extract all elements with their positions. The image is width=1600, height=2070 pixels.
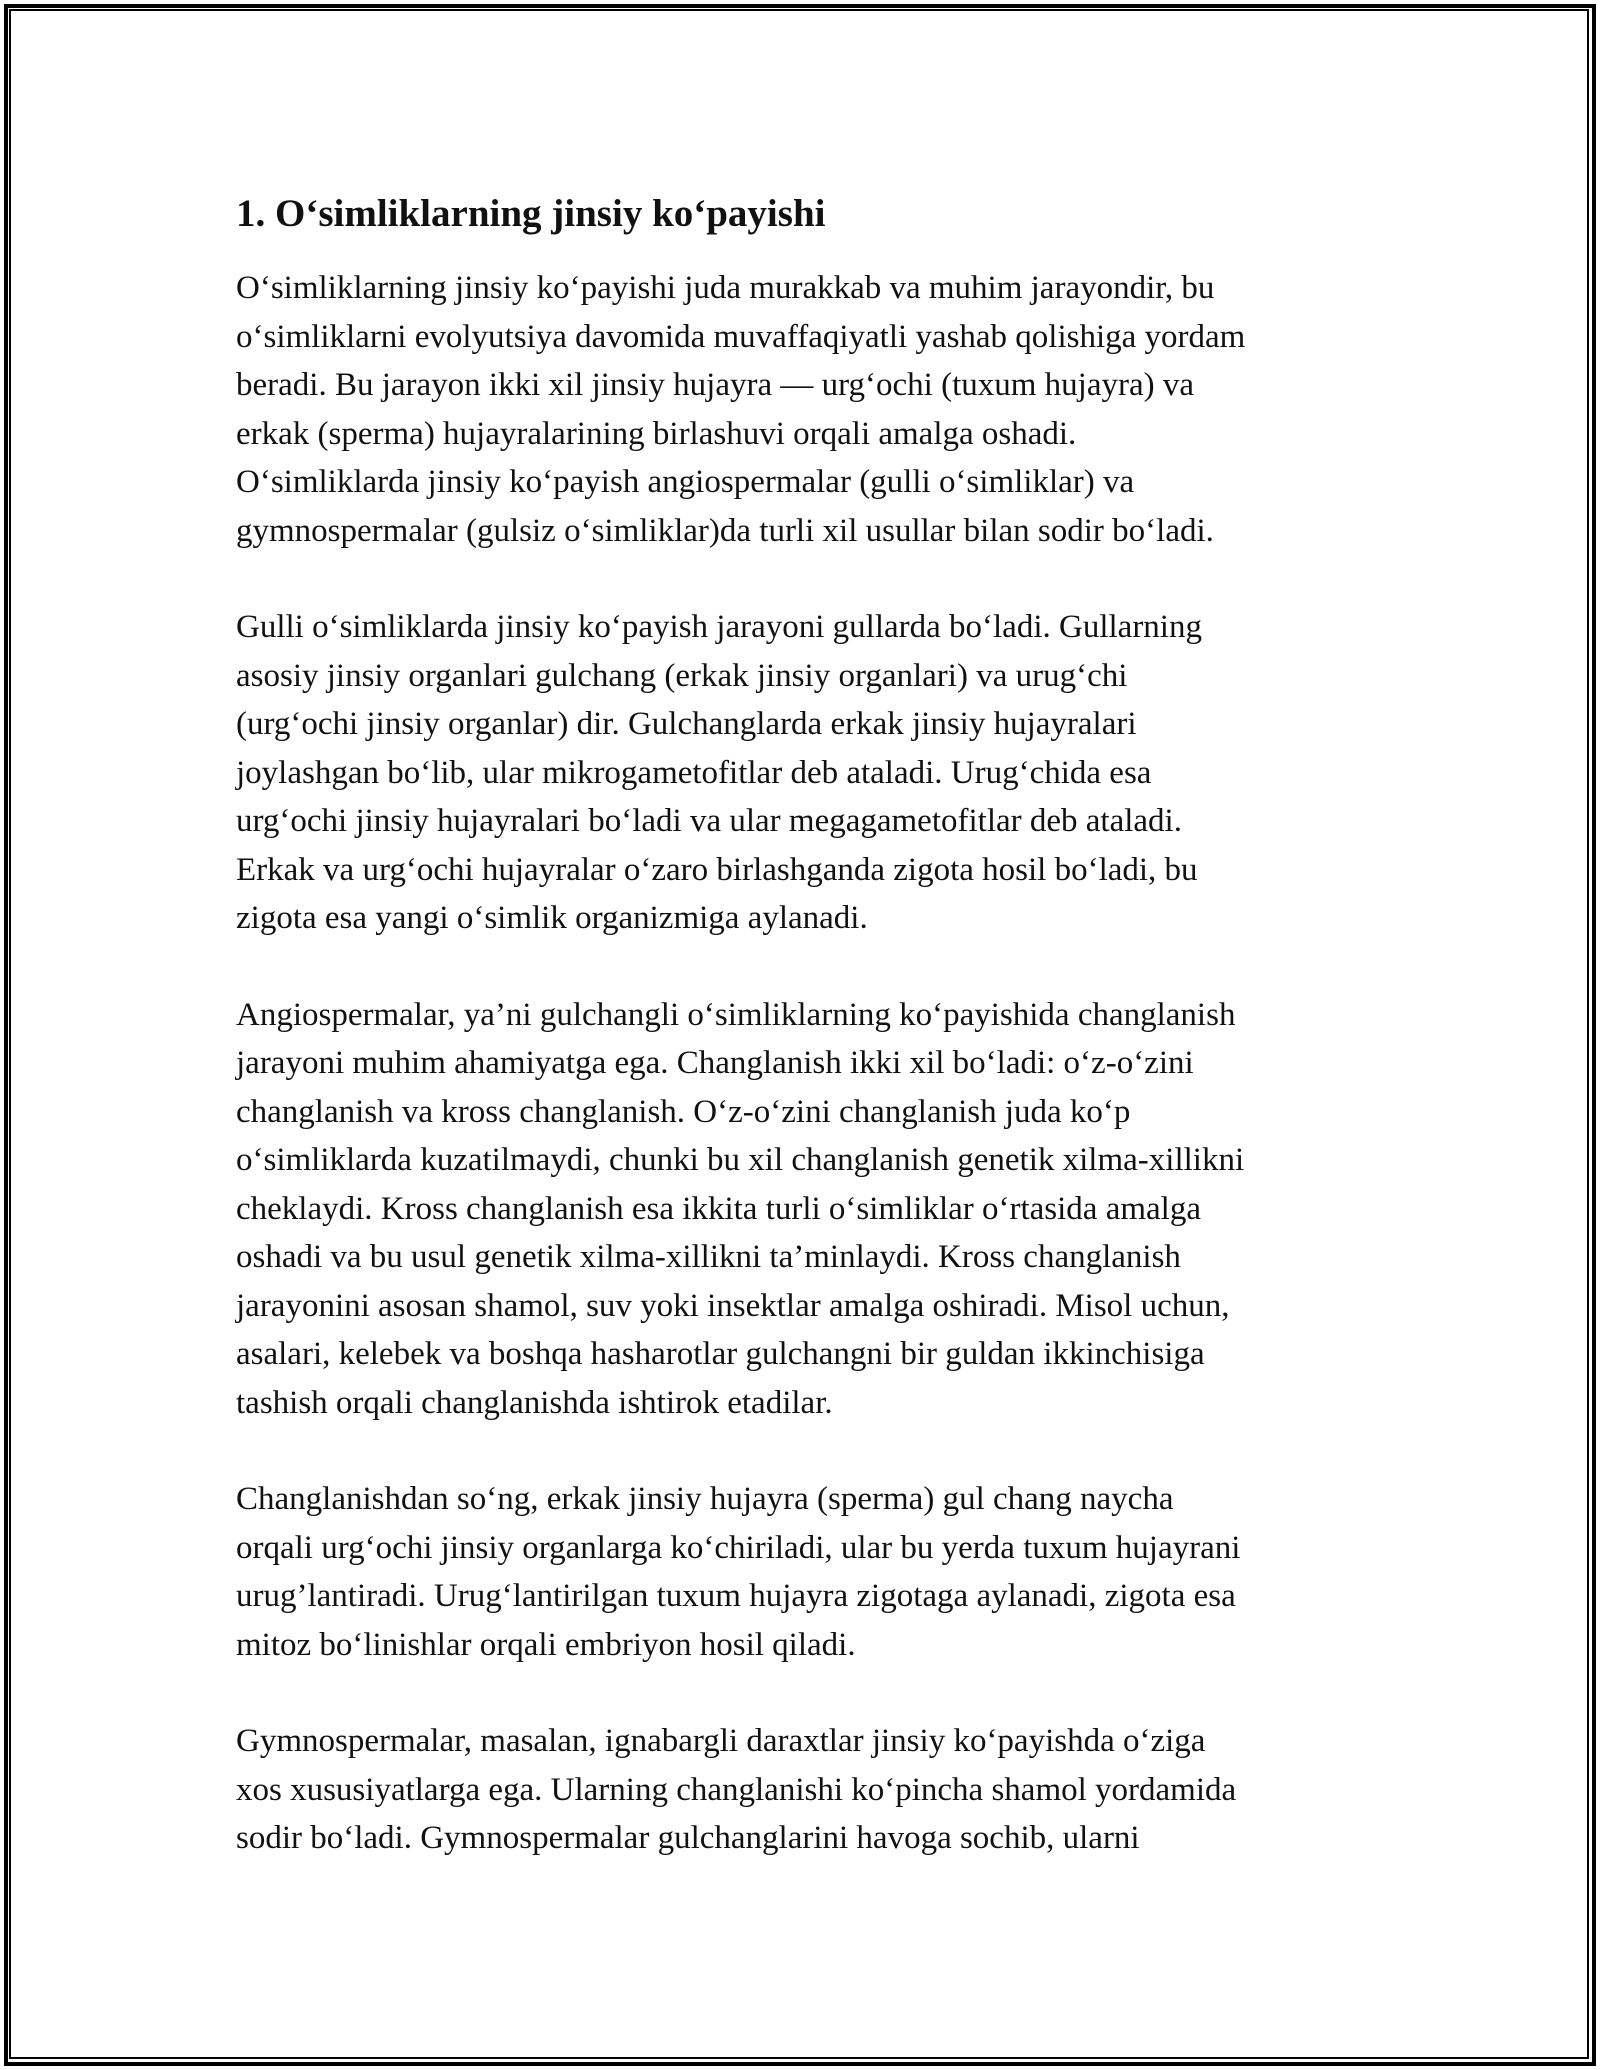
paragraph-4: Changlanishdan so‘ng, erkak jinsiy hujayra (sperma) gul chang naycha orqali urg‘ochi jinsiy organlarga ko‘chiriladi, ular bu yerda tuxum hujayrani urug’lantiradi. Urug‘lantirilgan tuxum hujayra zigotaga aylanadi, zigota esa mitoz bo‘linishlar orqali embriyon hosil qiladi.	[236, 1481, 1241, 1663]
section-title: 1. O‘simliklarning jinsiy ko‘payishi	[236, 192, 826, 235]
paragraph-2: Gulli o‘simliklarda jinsiy ko‘payish jarayoni gullarda bo‘ladi. Gullarning asosiy jinsiy organlari gulchang (erkak jinsiy organlari) va urug‘chi (urg‘ochi jinsiy organlar) dir. Gulchanglarda erkak jinsiy hujayralari joylashgan bo‘lib, ular mikrogametofitlar deb ataladi. Urug‘chida esa urg‘ochi jinsiy hujayralari bo‘ladi va ular megagametofitlar deb ataladi. Erkak va urg‘ochi hujayralar o‘zaro birlashganda zigota hosil bo‘ladi, bu zigota esa yangi o‘simlik organizmiga aylanadi.	[236, 609, 1202, 936]
paragraph-3: Angiospermalar, ya’ni gulchangli o‘simliklarning ko‘payishida changlanish jarayoni muhim ahamiyatga ega. Changlanish ikki xil bo‘ladi: o‘z-o‘zini changlanish va kross changlanish. O‘z-o‘zini changlanish juda ko‘p o‘simliklarda kuzatilmaydi, chunki bu xil changlanish genetik xilma-xillikni cheklaydi. Kross changlanish esa ikkita turli o‘simliklar o‘rtasida amalga oshadi va bu usul genetik xilma-xillikni ta’minlaydi. Kross changlanish jarayonini asosan shamol, suv yoki insektlar amalga oshiradi. Misol uchun, asalari, kelebek va boshqa hasharotlar gulchangni bir guldan ikkinchisiga tashish orqali changlanishda ishtirok etadilar.	[236, 996, 1245, 1421]
document-body	[236, 188, 1386, 1911]
paragraph-5: Gymnospermalar, masalan, ignabargli daraxtlar jinsiy ko‘payishda o‘ziga xos xususiyatlarga ega. Ularning changlanishi ko‘pincha shamol yordamida sodir bo‘ladi. Gymnospermalar gulchanglarini havoga sochib, ularni	[236, 1723, 1237, 1856]
paragraph-1: O‘simliklarning jinsiy ko‘payishi juda murakkab va muhim jarayondir, bu o‘simliklarni evolyutsiya davomida muvaffaqiyatli yashab qolishiga yordam beradi. Bu jarayon ikki xil jinsiy hujayra — urg‘ochi (tuxum hujayra) va erkak (sperma) hujayralarining birlashuvi orqali amalga oshadi. O‘simliklarda jinsiy ko‘payish angiospermalar (gulli o‘simliklar) va gymnospermalar (gulsiz o‘simliklar)da turli xil usullar bilan sodir bo‘ladi.	[236, 270, 1246, 549]
